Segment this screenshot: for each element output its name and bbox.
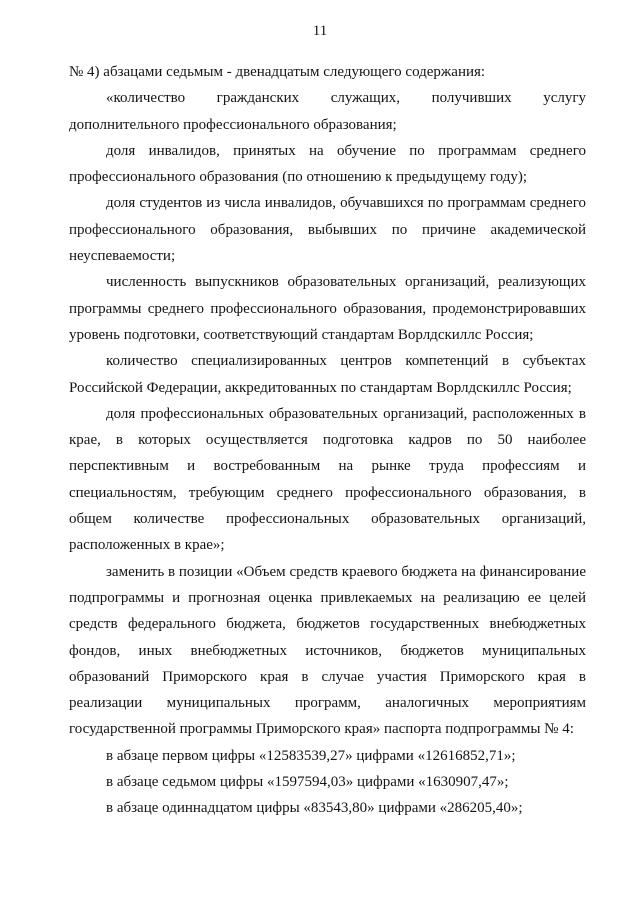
paragraph-top50-professions: доля профессиональных образовательных организаций, расположенных в крае, в которых осуществляется подготовка кадров по 50 наиболее перспективным и востребованным на рынке труда профессиям и специальностям, требующим среднего профессионального образования, в общем количестве профессиональных образовательных организаций, расположенных в крае»; [69, 405, 586, 554]
paragraph-intro: № 4) абзацами седьмым - двенадцатым следующего содержания: [69, 64, 486, 80]
paragraph-competence-centers: количество специализированных центров компетенций в субъектах Российской Федерации, аккредитованных по стандартам Ворлдскиллс Россия; [69, 353, 586, 396]
document-body [69, 59, 586, 822]
paragraph-civil-servants: «количество гражданских служащих, получивших услугу дополнительного профессионального образования; [69, 90, 586, 133]
paragraph-disabled-admitted: доля инвалидов, принятых на обучение по программам среднего профессионального образования (по отношению к предыдущему году); [69, 142, 586, 186]
paragraph-eleventh-figures: в абзаце одиннадцатом цифры «83543,80» цифрами «286205,40»; [106, 800, 523, 817]
paragraph-disabled-dropout: доля студентов из числа инвалидов, обучавшихся по программам среднего профессионального образования, выбывших по причине академической неуспеваемости; [69, 195, 586, 265]
paragraph-graduates-worldskills: численность выпускников образовательных организаций, реализующих программы среднего профессионального образования, продемонстрировавших уровень подготовки, соответствующий стандартам Ворлдскиллс Россия; [69, 274, 586, 343]
paragraph-first-figures: в абзаце первом цифры «12583539,27» цифрами «12616852,71»; [106, 747, 516, 764]
paragraph-replace-funding-position: заменить в позиции «Объем средств краевого бюджета на финансирование подпрограммы и прогнозная оценка привлекаемых на реализацию ее целей средств федерального бюджета, бюджетов государственных внебюджетных фондов, иных внебюджетных источников, бюджетов муниципальных образований Приморского края в случае участия Приморского края в реализации муниципальных программ, аналогичных мероприятиям государственной программы Приморского края» паспорта подпрограммы № 4: [69, 563, 586, 738]
page-number: 11 [312, 23, 328, 39]
paragraph-seventh-figures: в абзаце седьмом цифры «1597594,03» цифрами «1630907,47»; [106, 774, 509, 791]
